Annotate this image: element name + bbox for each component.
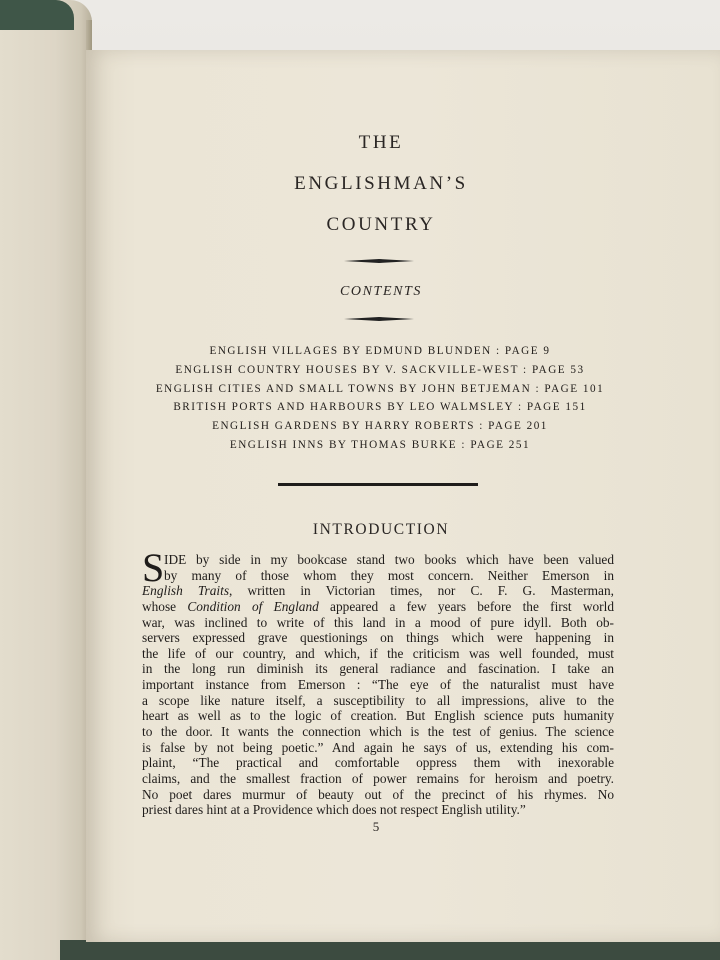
body-line: to the door. It wants the connection which is the test of genius. The science [142, 724, 614, 740]
title-line-1: THE [358, 132, 404, 153]
body-line-text: whose [142, 598, 188, 614]
title-line-2: ENGLISHMAN’S [294, 173, 468, 194]
section-divider [278, 483, 478, 486]
page-number: 5 [372, 819, 380, 834]
body-line: in the long run diminish its general radiance and fascination. I take an [142, 661, 614, 677]
book-title-condition-of-england: Condition of England [187, 598, 319, 614]
body-line-text: , written in Victorian times, nor C. F. G. Masterman, [229, 583, 614, 599]
table-of-contents [130, 342, 630, 455]
contents-heading: CONTENTS [339, 284, 423, 299]
toc-entry: ENGLISH GARDENS BY HARRY ROBERTS : PAGE 201 [212, 420, 548, 433]
body-line: IDE by side in my bookcase stand two books which have been valued [164, 552, 614, 567]
toc-entry: ENGLISH COUNTRY HOUSES BY V. SACKVILLE-WEST : PAGE 53 [175, 363, 585, 376]
toc-entry: ENGLISH CITIES AND SMALL TOWNS BY JOHN BETJEMAN : PAGE 101 [155, 382, 605, 395]
body-line: important instance from Emerson : “The eye of the naturalist must have [142, 677, 614, 693]
book-cover-edge [0, 0, 92, 960]
title-line-3: COUNTRY [326, 214, 436, 235]
toc-entry: ENGLISH VILLAGES BY EDMUND BLUNDEN : PAGE 9 [209, 345, 551, 357]
body-line [142, 583, 614, 599]
introduction-heading: INTRODUCTION [312, 521, 450, 538]
body-line: heart as well as to the logic of creation. But English science puts humanity [142, 708, 614, 724]
body-line-text: appeared a few years before the first world [318, 598, 614, 614]
body-line: war, was inclined to write of this land in a mood of pure idyll. Both ob- [142, 614, 614, 630]
drop-cap: S [142, 545, 165, 590]
body-line: claims, and the smallest fraction of power remains for heroism and poetry. [142, 770, 614, 786]
body-line: plaint, “The practical and comfortable oppress them with inexorable [142, 755, 614, 771]
body-line: the life of our country, and which, if the criticism was well founded, must [142, 645, 614, 661]
body-line: No poet dares murmur of beauty out of the precinct of his rhymes. No [142, 786, 614, 802]
body-line: priest dares hint at a Providence which does not respect English utility.” [142, 802, 526, 818]
body-line: servers expressed grave questionings on things which were happening in [142, 630, 614, 646]
toc-entry: BRITISH PORTS AND HARBOURS BY LEO WALMSLEY : PAGE 151 [173, 401, 587, 414]
body-line: by many of those whom they most concern. Neither Emerson in [164, 567, 614, 583]
body-line [142, 599, 614, 615]
body-line: is false by not being poetic.” And again he says of us, extending his com- [142, 739, 614, 755]
introduction-body [142, 545, 614, 818]
body-line: a scope like nature itself, a susceptibility to all impressions, alive to the [142, 692, 614, 708]
toc-entry: ENGLISH INNS BY THOMAS BURKE : PAGE 251 [229, 438, 531, 451]
book-title-english-traits: English Traits [142, 583, 230, 599]
book-cloth-bottom [60, 940, 720, 960]
